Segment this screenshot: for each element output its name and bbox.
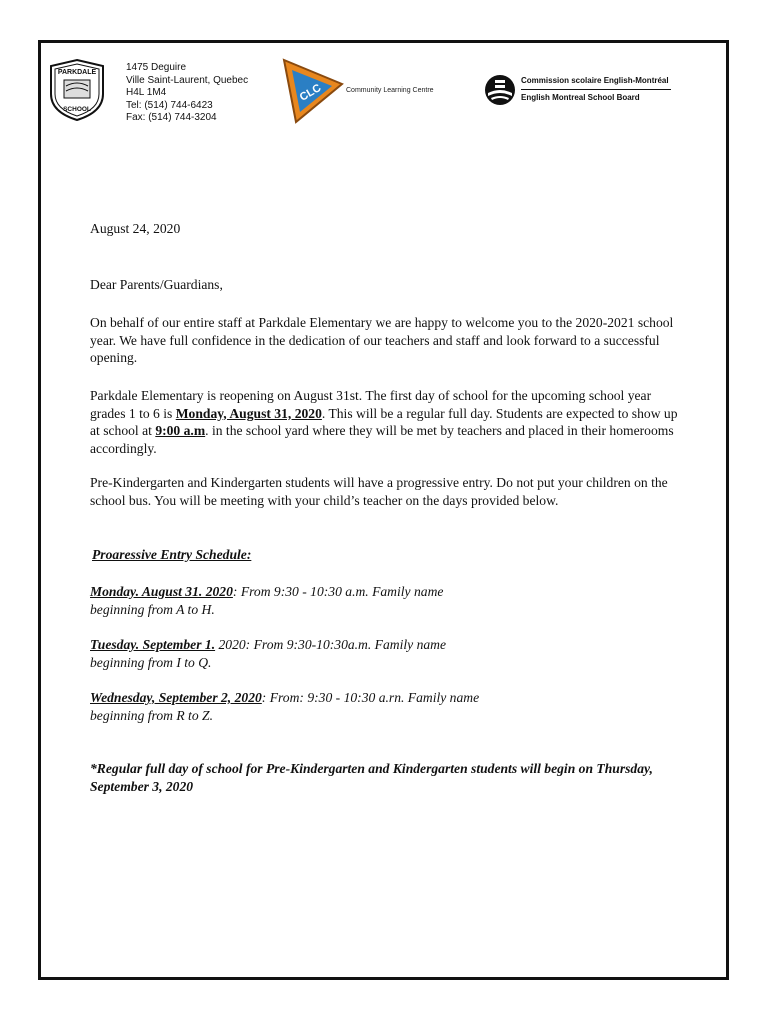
school-board-name <box>521 76 671 102</box>
schedule-names: beginning from A to H. <box>90 601 215 617</box>
schedule-day: Tuesday. September 1. <box>90 637 216 652</box>
address-line: 1475 Deguire <box>126 62 187 73</box>
reopening-text: . This will be a regular full day. Students are expected to show up at school at <box>90 405 678 438</box>
letter-date: August 24, 2020 <box>90 221 181 236</box>
first-day-date: Monday, August 31, 2020 <box>175 405 322 421</box>
progressive-entry-paragraph: Pre-Kindergarten and Kindergarten students will have a progressive entry. Do not put your children on the school bus. You will be meeting with your child’s teacher on the days provided below. <box>90 475 668 508</box>
address-line: H4L 1M4 <box>126 87 167 98</box>
parkdale-school-seal <box>47 58 107 122</box>
schedule-entry <box>90 689 680 724</box>
emsb-logo <box>484 74 516 106</box>
welcome-paragraph: On behalf of our entire staff at Parkdale Elementary we are happy to welcome you to the 2020-2021 school year. We have full confidence in the dedication of our teachers and staff and look forward to a successful opening. <box>90 315 674 365</box>
reopening-text: . in the school yard where they will be met by teachers and placed in their homerooms accordingly. <box>90 423 674 456</box>
clc-logo <box>276 58 346 124</box>
board-name-fr: Commission scolaire English-Montréal <box>521 76 671 90</box>
schedule-heading: Proaressive Entry Schedule: <box>92 547 252 562</box>
schedule-day: Monday. August 31. 2020 <box>90 584 233 599</box>
clc-label: Community Learning Centre <box>346 87 434 94</box>
full-day-note: *Regular full day of school for Pre-Kindergarten and Kindergarten students will begin on Thursday, September 3, 2020 <box>90 761 653 794</box>
seal-bottom-text: SCHOOL <box>63 106 91 113</box>
reopening-text: Parkdale Elementary is reopening on August 31st. The first day of school for the upcoming school year grades 1 to 6 is <box>90 388 652 421</box>
page-border <box>38 40 729 980</box>
clc-logo-text: CLC <box>297 82 324 104</box>
schedule-time: 2020: From 9:30-10:30a.m. Family name <box>215 637 447 652</box>
salutation: Dear Parents/Guardians, <box>90 277 223 292</box>
schedule-time: : From 9:30 - 10:30 a.m. Family name <box>232 584 444 599</box>
address-line: Ville Saint-Laurent, Quebec <box>126 74 249 86</box>
schedule-time: : From: 9:30 - 10:30 a.rn. Family name <box>261 690 480 705</box>
school-address <box>126 62 248 125</box>
arrival-time: 9:00 a.m <box>155 423 206 438</box>
board-name-en: English Montreal School Board <box>521 93 640 102</box>
reopening-paragraph <box>90 387 680 457</box>
schedule-names: beginning from R to Z. <box>90 707 213 723</box>
schedule-day: Wednesday, September 2, 2020 <box>90 690 262 705</box>
schedule-names: beginning from I to Q. <box>90 654 212 670</box>
seal-top-text: PARKDALE <box>57 69 97 76</box>
schedule-entry <box>90 636 680 671</box>
fax-line: Fax: (514) 744-3204 <box>126 112 217 123</box>
phone-line: Tel: (514) 744-6423 <box>126 99 213 111</box>
schedule-entry <box>90 583 680 618</box>
